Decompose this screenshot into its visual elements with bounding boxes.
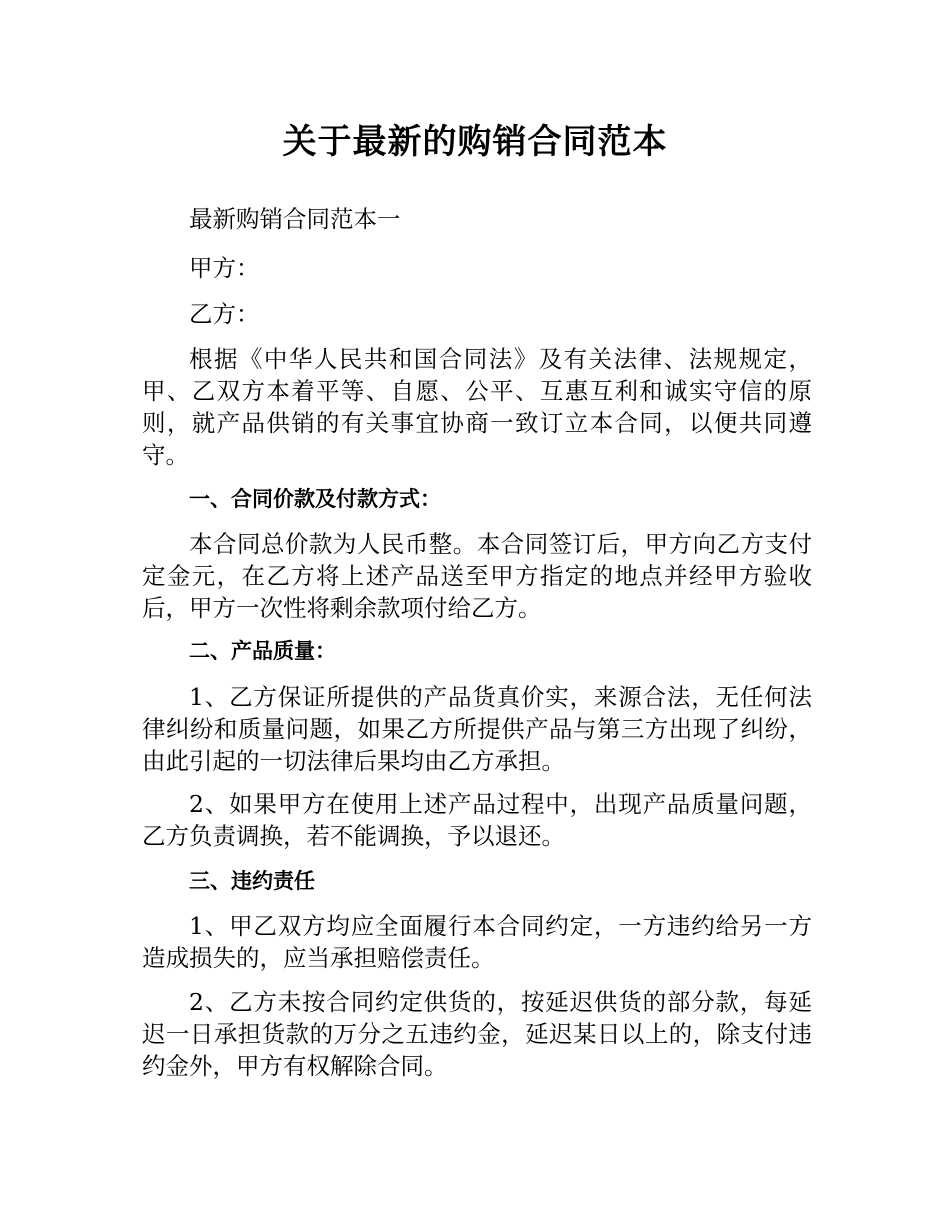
section-heading-liability: 三、违约责任 <box>189 869 315 893</box>
quality-paragraph-2: 2、如果甲方在使用上述产品过程中，出现产品质量问题，乙方负责调换，若不能调换，予以退还。 <box>142 790 812 850</box>
payment-paragraph: 本合同总价款为人民币整。本合同签订后，甲方向乙方支付定金元，在乙方将上述产品送至甲方指定的地点并经甲方验收后，甲方一次性将剩余款项付给乙方。 <box>142 530 812 622</box>
quality-paragraph-1: 1、乙方保证所提供的产品货真价实，来源合法，无任何法律纠纷和质量问题，如果乙方所提供产品与第三方出现了纠纷，由此引起的一切法律后果均由乙方承担。 <box>142 683 812 775</box>
party-a-label: 甲方： <box>189 254 260 282</box>
intro-paragraph: 根据《中华人民共和国合同法》及有关法律、法规规定，甲、乙双方本着平等、自愿、公平、互惠互利和诚实守信的原则，就产品供销的有关事宜协商一致订立本合同，以便共同遵守。 <box>142 345 812 469</box>
document-title: 关于最新的购销合同范本 <box>282 122 668 162</box>
contract-subtitle: 最新购销合同范本一 <box>189 205 401 233</box>
liability-paragraph-2: 2、乙方未按合同约定供货的，按延迟供货的部分款，每延迟一日承担货款的万分之五违约金，延迟某日以上的，除支付违约金外，甲方有权解除合同。 <box>142 988 812 1080</box>
section-heading-payment: 一、合同价款及付款方式： <box>189 487 441 511</box>
party-b-label: 乙方： <box>189 300 260 328</box>
section-heading-quality: 二、产品质量： <box>189 639 336 663</box>
liability-paragraph-1: 1、甲乙双方均应全面履行本合同约定，一方违约给另一方造成损失的，应当承担赔偿责任。 <box>142 912 812 972</box>
